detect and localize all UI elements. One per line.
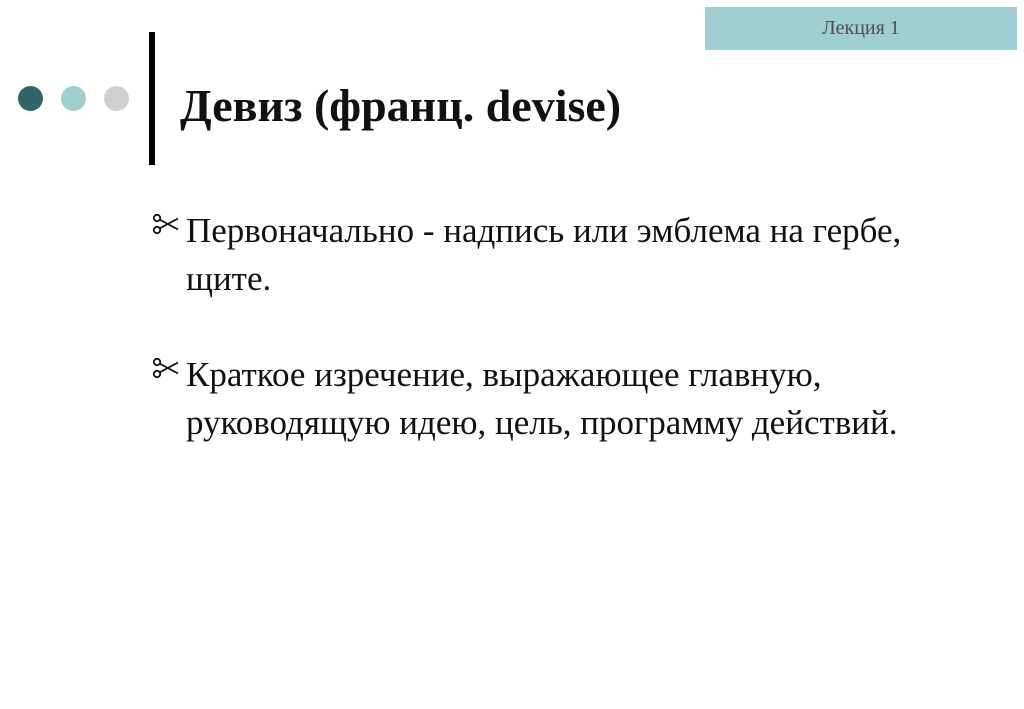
bullet-item xyxy=(152,351,992,447)
scissors-icon xyxy=(152,357,179,379)
teal-dot-icon xyxy=(61,86,86,111)
slide-title: Девиз (франц. devise) xyxy=(180,80,622,131)
bullet-list xyxy=(152,207,992,495)
title-divider xyxy=(149,32,155,165)
decorative-dots xyxy=(18,86,138,112)
lecture-label-text: Лекция 1 xyxy=(822,17,900,39)
gray-dot-icon xyxy=(104,86,129,111)
lecture-label xyxy=(705,7,1017,50)
dark-dot-icon xyxy=(18,86,43,111)
scissors-icon xyxy=(152,213,179,235)
bullet-text: Первоначально - надпись или эмблема на гербе, щите. xyxy=(186,211,902,298)
bullet-item xyxy=(152,207,992,303)
bullet-text: Краткое изречение, выражающее главную, руководящую идею, цель, программу действий. xyxy=(186,355,898,442)
